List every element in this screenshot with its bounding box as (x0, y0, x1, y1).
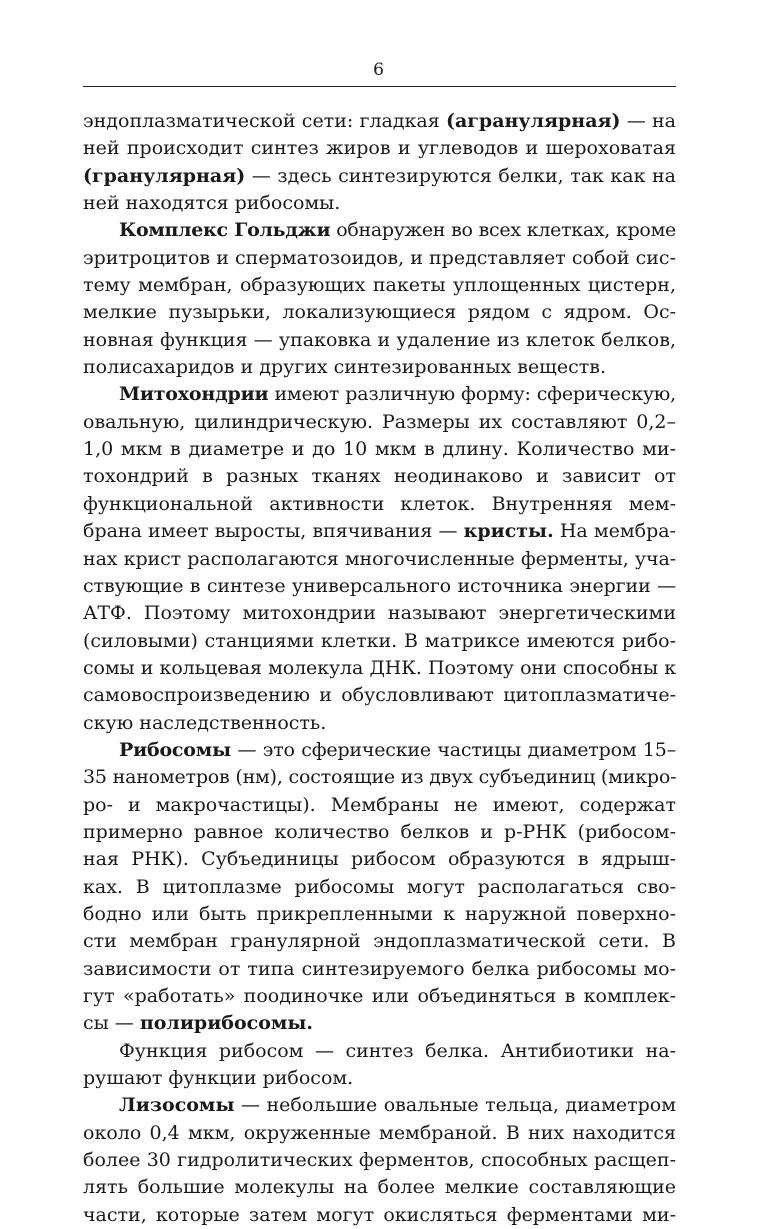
text-segment: лять большие молекулы на более мелкие составляющие (83, 1176, 676, 1199)
text-segment: ней происходит синтез жиров и углеводов и шероховатая (83, 137, 676, 160)
text-line (83, 463, 676, 490)
text-segment: имеют различную форму: сферическую, (268, 383, 676, 406)
text-line (83, 327, 676, 354)
text-segment: обнаружен во всех клетках, кроме (330, 219, 676, 242)
text-segment: более 30 гидролитических ферментов, способных расщеп- (83, 1149, 676, 1172)
text-line (83, 682, 676, 709)
text-segment: ро- и макрочастицы). Мембраны не имеют, содержат (83, 793, 676, 816)
bold-term: Митохондрии (119, 383, 269, 406)
text-segment: овальную, цилиндрическую. Размеры их составляют 0,2– (83, 410, 676, 433)
text-segment: — на (620, 110, 676, 132)
text-line (83, 874, 676, 901)
text-segment: рушают функции рибосом. (83, 1067, 354, 1090)
text-line (83, 272, 676, 299)
text-line (83, 628, 676, 655)
text-segment: примерно равное количество белков и р-РНК (рибосом- (83, 820, 676, 843)
text-segment: АТФ. Поэтому митохондрии называют энергетическими (83, 602, 676, 625)
text-line (83, 190, 676, 217)
text-segment: — это сферические частицы диаметром 15– (230, 738, 676, 761)
text-line (83, 245, 676, 272)
text-segment: ней находятся рибосомы. (83, 192, 341, 215)
text-line (83, 409, 676, 436)
bold-term: Комплекс Гольджи (119, 219, 331, 242)
text-line (83, 518, 676, 545)
text-segment: тему мембран, образующих пакеты уплощенных цистерн, (83, 274, 676, 297)
text-line (83, 764, 676, 791)
text-segment: ствующие в синтезе универсального источника энергии — (83, 574, 676, 597)
text-line (83, 436, 676, 463)
text-segment: скую наследственность. (83, 711, 327, 734)
text-line (83, 1202, 676, 1229)
text-line (83, 1065, 676, 1092)
text-segment: На мембра- (553, 520, 676, 543)
text-segment: мелкие пузырьки, локализующиеся рядом с ядром. Ос- (83, 301, 676, 324)
text-line (83, 135, 676, 162)
text-segment: ках. В цитоплазме рибосомы могут располагаться сво- (83, 875, 676, 898)
text-segment: самовоспроизведению и обусловливают цитоплазматиче- (83, 684, 676, 707)
text-line (83, 600, 676, 627)
text-segment: зависимости от типа синтезируемого белка рибосомы мо- (83, 957, 676, 980)
text-segment: новная функция — упаковка и удаление из клеток белков, (83, 328, 676, 351)
text-segment: нах крист располагаются многочисленные ферменты, уча- (83, 547, 676, 570)
text-segment: — здесь синтезируются белки, так как на (245, 164, 676, 187)
text-line (83, 546, 676, 573)
text-segment: полисахаридов и других синтезированных веществ. (83, 356, 606, 379)
text-segment: ная РНК). Субъединицы рибосом образуются в ядрыш- (83, 848, 676, 871)
text-line (83, 655, 676, 682)
text-line (83, 381, 676, 408)
header-rule (83, 86, 676, 87)
text-line (83, 983, 676, 1010)
text-segment: сомы и кольцевая молекула ДНК. Поэтому они способны к (83, 656, 676, 679)
text-segment: гут «работать» поодиночке или объединяться в комплек- (83, 985, 676, 1007)
text-segment: 35 нанометров (нм), состоящие из двух субъединиц (микро- (83, 766, 677, 789)
text-line (83, 792, 676, 819)
text-line (83, 491, 676, 518)
text-segment: бодно или быть прикрепленными к наружной поверхно- (83, 902, 676, 925)
text-line (83, 573, 676, 600)
bold-term: Рибосомы (119, 738, 231, 761)
text-segment: части, которые затем могут окисляться ферментами ми- (83, 1203, 676, 1226)
bold-term: (гранулярная) (83, 164, 246, 187)
text-segment: тохондрий в разных тканях неодинаково и зависит от (83, 465, 676, 488)
bold-term: кристы. (463, 520, 554, 543)
text-line (83, 163, 676, 190)
text-segment: сти мембран гранулярной эндоплазматической сети. В (83, 930, 676, 953)
page-number: 6 (373, 60, 384, 80)
text-segment: около 0,4 мкм, окруженные мембраной. В них находится (83, 1121, 676, 1144)
text-line (83, 1147, 676, 1174)
text-segment: сы — (83, 1012, 140, 1035)
text-line (83, 846, 676, 873)
text-line (83, 108, 676, 135)
text-segment: эндоплазматической сети: гладкая (83, 110, 446, 132)
bold-term: (агранулярная) (445, 110, 621, 132)
bold-term: полирибосомы. (139, 1012, 314, 1035)
text-line (83, 737, 676, 764)
text-line (83, 710, 676, 737)
bold-term: Лизосомы (119, 1094, 235, 1117)
text-line (83, 928, 676, 955)
text-line (83, 819, 676, 846)
text-line (83, 1010, 676, 1037)
text-line (83, 354, 676, 381)
text-line (83, 1092, 676, 1119)
body-text (83, 108, 676, 1229)
text-line (83, 956, 676, 983)
text-line (83, 299, 676, 326)
text-segment: Функция рибосом — синтез белка. Антибиотики на- (119, 1039, 676, 1062)
text-line (83, 1174, 676, 1201)
text-line (83, 1120, 676, 1147)
text-segment: — небольшие овальные тельца, диаметром (234, 1094, 676, 1117)
text-segment: (силовыми) станциями клетки. В матриксе имеются рибо- (83, 629, 676, 652)
text-segment: 1,0 мкм в диаметре и до 10 мкм в длину. Количество ми- (83, 438, 676, 461)
text-line (83, 217, 676, 244)
text-segment: эритроцитов и сперматозоидов, и представляет собой сис- (83, 246, 676, 269)
text-segment: брана имеет выросты, впячивания — (83, 520, 464, 543)
text-line (83, 1038, 676, 1065)
text-segment: функциональной активности клеток. Внутренняя мем- (83, 492, 676, 515)
text-line (83, 901, 676, 928)
